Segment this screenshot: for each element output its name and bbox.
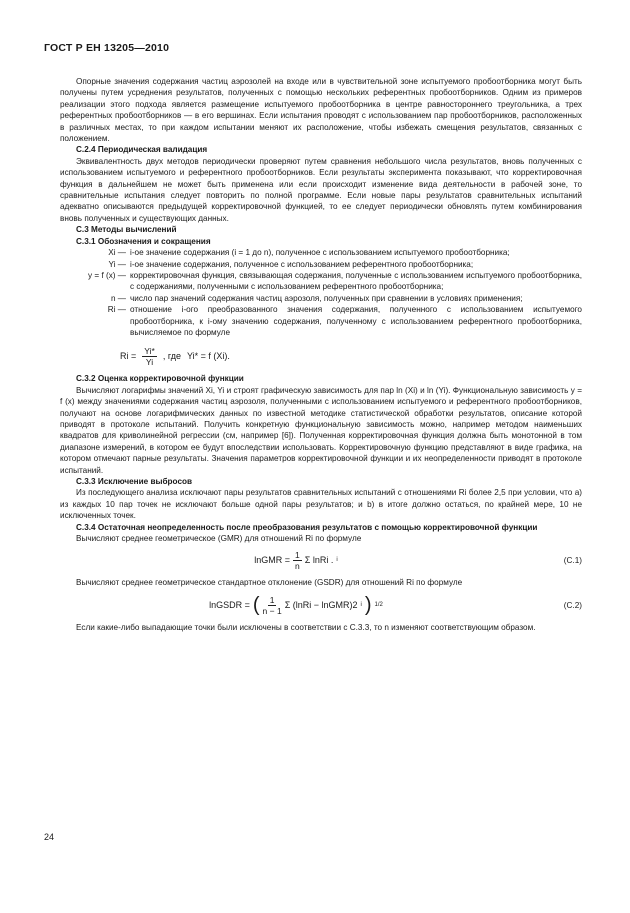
eq1-numerator: 1 [295, 550, 300, 561]
definition-item [60, 304, 582, 338]
heading-c32: С.3.2 Оценка корректировочной функции [76, 374, 244, 384]
ratio-formula [120, 346, 582, 367]
eq2-lhs: lnGSDR = [209, 599, 250, 610]
equation-c2-number: (С.2) [563, 600, 582, 610]
eq2-exponent: 1/2 [374, 601, 383, 608]
definition-item [60, 293, 582, 304]
eq1-denominator: n [295, 561, 300, 572]
definition-term: Yi — [108, 259, 126, 269]
definition-item [60, 270, 582, 293]
paragraph-periodic-validation: Эквивалентность двух методов периодически проверяют путем сравнения небольшого числа результатов, вновь полученных с использованием испытуемого и референтного пробоотборников. Если результаты эксперимента показывают, что корректировочная функция в дальнейшем не может быть применена или если происходит изменение вида деятельности в рабочей зоне, то сравнительные испытания следует повторить по полной программе. Если новые пары результатов сравнительных испытаний адекватно описываются предыдущей корректировочной функцией, то ее следует периодически обновлять путем комбинирования вновь полученных и существующих данных. [60, 156, 582, 223]
definition-text: i-ое значение содержания (i = 1 до n), полученное с использованием испытуемого пробоотборника; [130, 248, 510, 258]
ratio-fraction [142, 346, 157, 367]
heading-c34: С.3.4 Остаточная неопределенность после преобразования результатов с помощью корректировочной функции [76, 522, 538, 532]
document-body [60, 76, 582, 633]
ratio-denominator: Yi [145, 357, 154, 368]
equation-c1 [60, 550, 582, 571]
eq2-fraction [263, 595, 282, 616]
paragraph-gsd: Вычисляют среднее геометрическое стандартное отклонение (GSDR) для отношений Ri по формуле [76, 578, 463, 588]
equation-c1-number: (С.1) [563, 556, 582, 566]
document-header: ГОСТ Р ЕН 13205—2010 [44, 42, 170, 54]
definition-text: число пар значений содержания частиц аэрозоля, полученных при сравнении в условиях применения; [130, 293, 523, 303]
ratio-formula-where: , где [162, 351, 181, 362]
eq2-numerator: 1 [269, 594, 275, 605]
equation-c1-body [60, 550, 532, 571]
paragraph-outliers: Из последующего анализа исключают пары результатов сравнительных испытаний с отношениями Ri более 2,5 при условии, что а) из каждых 10 пар точек не исключают больше одной пары результатов; и b) в итоге должно остаться, по крайней мере, 10 не исключенных точек. [60, 488, 582, 521]
eq1-sum-index: i [336, 557, 338, 564]
heading-c24: С.2.4 Периодическая валидация [76, 145, 208, 155]
paragraph-adjust-n: Если какие-либо выпадающие точки были исключены в соответствии с С.3.3, то n изменяют соответствующим образом. [76, 622, 536, 632]
definition-term: Xi — [108, 248, 126, 258]
page-number: 24 [44, 832, 55, 842]
paragraph-gm: Вычисляют среднее геометрическое (GMR) для отношений Ri по формуле [76, 534, 362, 544]
paragraph-reference-values: Опорные значения содержания частиц аэрозолей на входе или в чувствительной зоне испытуемого пробоотборника могут быть получены путем усреднения результатов, полученных с помощью нескольких референтных пробоотборников. Одним из примеров реализации этого подхода является размещение испытуемого пробоотборника в центре равностороннего треугольника, а трех референтных пробоотборников — в его вершинах. Если испытания проводят с использованием пар пробоотборников, расположенных в различных местах, то при каждом испытании меняют их расположение, чтобы избежать смещения результатов, связанных с положением. [60, 77, 582, 144]
definition-item [60, 259, 582, 270]
eq2-rhs: Σ (lnRi − lnGMR)2 [284, 599, 358, 610]
eq1-fraction [293, 550, 302, 571]
heading-c3: С.3 Методы вычислений [76, 225, 177, 235]
equation-c2 [60, 595, 582, 616]
paragraph-correction-function: Вычисляют логарифмы значений Xi, Yi и строят графическую зависимость для пар ln (Xi) и ln (Yi). Функциональную зависимость y = f (x) между значениями содержания частиц аэрозоля, полученными с использованием испытуемого и референтного пробоотборников, получают на основе логарифмических данных по известной методике статистической обработки результатов, описание которой приводят в протоколе испытаний. Получить конкретную функциональную зависимость можно, например методом наименьших квадратов для криволинейной регрессии (см, например [6]). Полученная корректировочная функция должна быть монотонной в том диапазоне измерений, в котором ее будут впоследствии использовать. Корректировочную функцию представляют в виде графика, на котором отмечают парные результаты. Значения параметров корректировочной функции и их неопределенности приводят в протоколе испытаний. [60, 385, 582, 475]
heading-c31: С.3.1 Обозначения и сокращения [76, 236, 211, 246]
definition-term: Ri — [107, 305, 126, 315]
equation-c2-body [60, 595, 532, 616]
eq1-lhs: lnGMR = [254, 555, 291, 566]
eq2-sum-index: i [360, 601, 362, 608]
definition-term: n — [110, 293, 126, 303]
eq1-rhs: Σ lnRi . [304, 555, 334, 566]
ratio-formula-lhs: Ri = [120, 351, 137, 362]
ratio-formula-rhs: Yi* = f (Xi). [186, 351, 230, 362]
heading-c33: С.3.3 Исключение выбросов [76, 477, 193, 486]
definition-text: корректировочная функция, связывающая содержания, полученные с использованием испытуемого пробоотборника, с содержаниями, полученными с использованием референтного пробоотборника; [130, 270, 582, 292]
definition-term: y = f (x) — [88, 270, 126, 280]
eq2-denominator: n − 1 [262, 605, 282, 616]
definitions-list [60, 247, 582, 338]
right-paren-icon: ) [364, 594, 372, 617]
left-paren-icon: ( [252, 594, 260, 617]
definition-text: i-ое значение содержания, полученное с использованием референтного пробоотборника; [130, 259, 474, 269]
ratio-numerator: Yi* [144, 346, 155, 357]
definition-text: отношение i-ого преобразованного значения содержания, полученного с использованием испытуемого пробоотборника, к i-ому значению содержания, полученному с использованием референтного пробоотборника, вычисляемое по формуле [130, 305, 582, 337]
definition-item [60, 247, 582, 258]
